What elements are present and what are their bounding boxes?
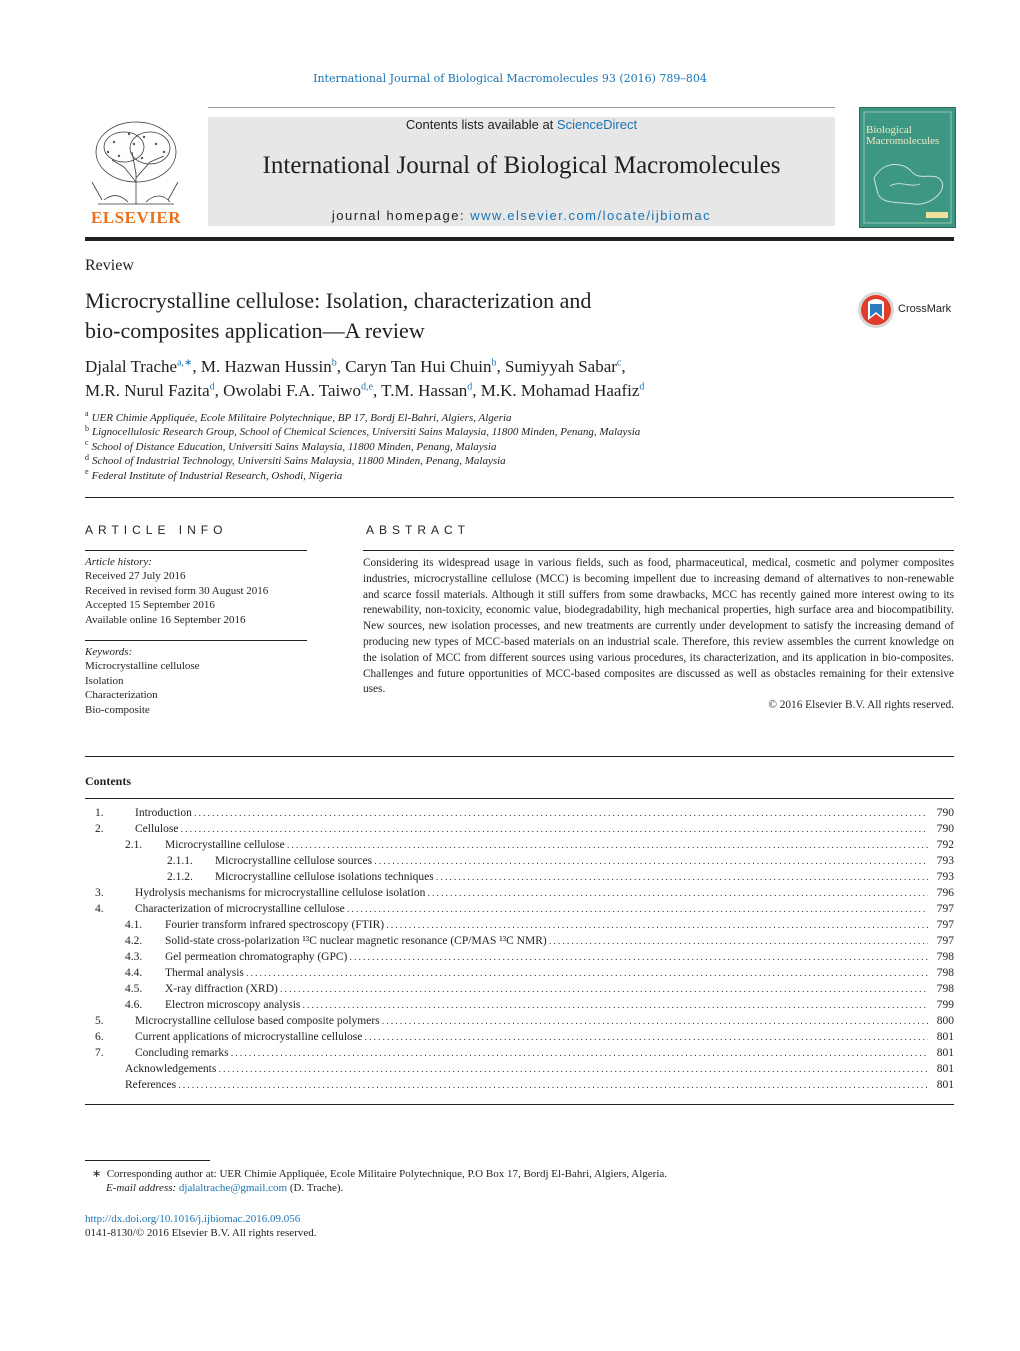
header-thick-rule [85, 237, 954, 241]
toc-entry[interactable] [85, 1045, 954, 1061]
email-suffix: (D. Trache). [289, 1182, 344, 1195]
homepage-prefix: journal homepage: [331, 208, 471, 223]
toc-entry-title[interactable]: Thermal analysis . . . [165, 965, 928, 981]
homepage-link[interactable]: www.elsevier.com/locate/ijbiomac [470, 208, 712, 223]
toc-entry-page: 801 [936, 1047, 954, 1059]
author-name[interactable]: Djalal Trache [85, 357, 178, 376]
toc-entry[interactable] [85, 917, 954, 933]
toc-entry-page: 801 [936, 1031, 954, 1043]
toc-entry[interactable] [85, 981, 954, 997]
history-item: Received in revised form 30 August 2016 [85, 584, 269, 597]
sciencedirect-link[interactable]: ScienceDirect [556, 117, 638, 132]
toc-entry[interactable] [85, 1061, 954, 1077]
abstract-body [363, 556, 954, 714]
toc-entry[interactable] [85, 901, 954, 917]
toc-entry-page: 798 [936, 951, 954, 963]
toc-entry[interactable] [85, 965, 954, 981]
affiliation-letter: c [85, 438, 89, 448]
author-affiliation-mark[interactable]: c [616, 357, 622, 369]
contents-rule-top [85, 798, 954, 799]
toc-entry[interactable] [85, 837, 954, 853]
toc-entry-page: 797 [936, 919, 954, 931]
cover-title-line1: Biological [866, 124, 912, 136]
toc-entry[interactable] [85, 949, 954, 965]
footnote-email-line [92, 1181, 952, 1195]
toc-entry-number: 2.1. [125, 839, 143, 851]
toc-entry-number: 7. [95, 1047, 104, 1059]
author-name[interactable]: M.R. Nurul Fazita [85, 381, 210, 400]
toc-entry-number: 4.6. [125, 999, 143, 1011]
toc-entry[interactable] [85, 805, 954, 821]
toc-entry-page: 793 [936, 871, 954, 883]
toc-entry-page: 798 [936, 983, 954, 995]
affiliation-letter: b [85, 423, 89, 433]
abstract-text: Considering its widespread usage in various fields, such as food, pharmaceutical, medical, cosmetic and polymer composites industries, microcrystalline cellulose (MCC) is becoming impellent due to increasing demand of alternatives to non-renewable and scarce fossil materials. Although it still suffers from some drawbacks, MCC has recently gained more interest owing to its renewability, non-toxicity, economic value, biodegradability, high mechanical properties, high surface area and biocompatibility. New sources, new isolation processes, and new treatments are currently under development to satisfy the increasing demand of producing new types of MCC-based materials on an industrial scale. Therefore, this review assembles the current knowledge on the isolation of MCC from different sources using various procedures, its characterization, and its application in bio-composites. Challenges and future opportunities of MCC-based composites are discussed as well as obstacles remaining for their extensive uses. [363, 557, 954, 696]
affiliation-text: Federal Institute of Industrial Research, Oshodi, Nigeria [91, 469, 343, 482]
affiliation-letter: d [85, 452, 89, 462]
email-link[interactable]: djalaltrache@gmail.com [178, 1182, 288, 1195]
toc-entry-page: 797 [936, 903, 954, 915]
affiliation-text: UER Chimie Appliquée, Ecole Militaire Polytechnique, BP 17, Bordj El-Bahri, Algiers, Algeria [91, 412, 512, 424]
toc-entry[interactable] [85, 933, 954, 949]
author-affiliation-mark[interactable]: d,e [361, 381, 373, 393]
contents-rule-bottom [85, 1104, 954, 1105]
toc-entry-title[interactable]: Microcrystalline cellulose based composite polymers . . . [135, 1013, 928, 1029]
toc-entry-title[interactable]: Current applications of microcrystalline cellulose . . . [135, 1029, 928, 1045]
toc-entry-title[interactable]: Microcrystalline cellulose . . . [165, 837, 928, 853]
toc-entry-title[interactable]: Microcrystalline cellulose sources . . . [215, 853, 928, 869]
toc-entry-title[interactable]: Cellulose . . . [135, 821, 928, 837]
toc-entry-title[interactable]: Introduction . . . [135, 805, 928, 821]
author-affiliation-mark[interactable]: b [331, 357, 337, 369]
history-item: Available online 16 September 2016 [85, 613, 246, 626]
toc-entry-number: 5. [95, 1015, 104, 1027]
toc-entry-page: 798 [936, 967, 954, 979]
toc-entry[interactable] [85, 997, 954, 1013]
article-title-line2: bio-composites application—A review [85, 318, 425, 343]
toc-entry-number: 4.2. [125, 935, 143, 947]
affiliation-item [85, 466, 945, 483]
author-affiliation-mark[interactable]: d [209, 381, 215, 393]
author-affiliation-mark[interactable]: a,∗ [177, 357, 193, 369]
toc-entry-number: 2. [95, 823, 104, 835]
toc-entry-title[interactable]: Fourier transform infrared spectroscopy (FTIR) . . . [165, 917, 928, 933]
toc-entry-title[interactable]: Gel permeation chromatography (GPC) . . . [165, 949, 928, 965]
toc-entry-number: 4.5. [125, 983, 143, 995]
toc-entry-title[interactable]: Solid-state cross-polarization ¹³C nuclear magnetic resonance (CP/MAS ¹³C NMR) . . . [165, 933, 928, 949]
cover-title [866, 125, 950, 147]
history-item: Accepted 15 September 2016 [85, 599, 215, 612]
affiliation-letter: e [85, 466, 89, 476]
affiliation-text: Lignocellulosic Research Group, School of Chemical Sciences, Universiti Sains Malaysia, 11800 Minden, Penang, Malaysia [92, 426, 641, 439]
header-rule [208, 107, 835, 108]
author-list: Djalal Trache$^{a,∗}$, M. Hazwan Hussin$^b$, Caryn Tan Hui Chuin$^b$, Sumiyyah Sabar$^c$, M.R. Nurul Fazita$^d$, Owolabi F.A. Taiwo$^{d,e}$, T.M. Hassan$^d$, M.K. Mohamad Haafiz$^d$ [85, 357, 645, 400]
keyword: Characterization [85, 689, 158, 702]
toc-entry[interactable] [85, 1029, 954, 1045]
author-name[interactable]: Sumiyyah Sabar [505, 357, 617, 376]
toc-entry-page: 796 [936, 887, 954, 899]
affiliation-item [85, 440, 945, 454]
footnote-rule [85, 1160, 210, 1161]
article-title [85, 286, 785, 346]
toc-entry-title[interactable]: Characterization of microcrystalline cellulose . . . [135, 901, 928, 917]
keywords-block [85, 645, 307, 717]
toc-entry[interactable] [85, 869, 954, 885]
toc-entry-page: 790 [936, 823, 954, 835]
footnote-corresponding-line [92, 1167, 952, 1181]
keyword: Bio-composite [85, 703, 150, 716]
toc-entry-number: 3. [95, 887, 104, 899]
footnote-marker: ∗ [92, 1168, 102, 1180]
toc-entry[interactable] [85, 1013, 954, 1029]
keyword: Isolation [85, 674, 124, 687]
article-type: Review [85, 257, 134, 274]
toc-entry[interactable] [85, 853, 954, 869]
journal-citation[interactable]: International Journal of Biological Macromolecules 93 (2016) 789–804 [313, 72, 707, 85]
affiliation-list [85, 411, 945, 483]
toc-entry[interactable] [85, 1077, 954, 1093]
doi-link[interactable]: http://dx.doi.org/10.1016/j.ijbiomac.2016.09.056 [85, 1213, 301, 1225]
elsevier-wordmark: ELSEVIER [91, 208, 181, 227]
crossmark-label[interactable]: CrossMark [898, 303, 952, 315]
keywords-label: Keywords: [85, 646, 133, 658]
toc-entry-title[interactable]: References . . . [85, 1077, 928, 1093]
toc-entry-number: 4.4. [125, 967, 143, 979]
author-name[interactable]: M. Hazwan Hussin [200, 357, 332, 376]
author-name[interactable]: Owolabi F.A. Taiwo [223, 381, 362, 400]
toc-entry-page: 793 [936, 855, 954, 867]
section-rule [85, 756, 954, 757]
toc-entry[interactable] [85, 885, 954, 901]
keywords-rule [85, 640, 307, 641]
journal-homepage-line [208, 208, 835, 223]
abstract-heading: ABSTRACT [366, 523, 471, 537]
toc-entry-number: 4. [95, 903, 104, 915]
toc-entry-number: 6. [95, 1031, 104, 1043]
author-affiliation-mark[interactable]: b [491, 357, 497, 369]
email-label: E-mail address: [106, 1182, 177, 1195]
article-history [85, 555, 307, 627]
footnote-corresponding-text: Corresponding author at: UER Chimie Appliquée, Ecole Militaire Polytechnique, P.O Box 17, Bordj El-Bahri, Algiers, Algeria. [106, 1168, 668, 1180]
affiliation-item [85, 425, 945, 439]
author-affiliation-mark[interactable]: d [467, 381, 473, 393]
toc-entry-number: 1. [95, 807, 104, 819]
table-of-contents [85, 805, 954, 1093]
toc-entry-number: 4.1. [125, 919, 143, 931]
contents-available-prefix: Contents lists available at [405, 117, 557, 132]
toc-entry-title[interactable]: Concluding remarks . . . [135, 1045, 928, 1061]
toc-entry-page: 797 [936, 935, 954, 947]
cover-title-line2: Macromolecules [866, 135, 940, 147]
history-label: Article history: [85, 556, 152, 568]
toc-entry-title[interactable]: Hydrolysis mechanisms for microcrystalline cellulose isolation . . . [135, 885, 928, 901]
toc-entry-title[interactable]: Acknowledgements . . . [85, 1061, 928, 1077]
toc-entry-page: 800 [936, 1015, 954, 1027]
article-info-heading: ARTICLE INFO [85, 523, 228, 537]
affiliation-item [85, 411, 945, 425]
corresponding-author-footnote [92, 1167, 952, 1196]
toc-entry-number: 2.1.1. [167, 855, 193, 867]
affiliation-letter: a [85, 409, 89, 419]
contents-available-line [208, 117, 835, 132]
keyword: Microcrystalline cellulose [85, 660, 200, 673]
toc-entry-title[interactable]: Microcrystalline cellulose isolations techniques . . . [215, 869, 928, 885]
section-rule [85, 497, 954, 498]
article-title-line1: Microcrystalline cellulose: Isolation, characterization and [85, 288, 592, 313]
history-item: Received 27 July 2016 [85, 570, 186, 583]
toc-entry-number: 4.3. [125, 951, 143, 963]
article-info-rule [85, 550, 307, 551]
toc-entry-page: 790 [936, 807, 954, 819]
toc-entry-title[interactable]: Electron microscopy analysis . . . [165, 997, 928, 1013]
abstract-copyright: © 2016 Elsevier B.V. All rights reserved. [768, 699, 954, 712]
affiliation-text: School of Distance Education, Universiti Sains Malaysia, 11800 Minden, Penang, Malaysia [91, 440, 497, 453]
toc-entry[interactable] [85, 821, 954, 837]
author-name[interactable]: M.K. Mohamad Haafiz [480, 381, 640, 400]
toc-entry-page: 792 [936, 839, 954, 851]
issn-copyright: 0141-8130/© 2016 Elsevier B.V. All rights reserved. [85, 1227, 317, 1239]
affiliation-text: School of Industrial Technology, Universiti Sains Malaysia, 11800 Minden, Penang, Malaysia [92, 455, 506, 468]
affiliation-item [85, 454, 945, 468]
author-name[interactable]: Caryn Tan Hui Chuin [345, 357, 492, 376]
author-affiliation-mark[interactable]: d [639, 381, 645, 393]
toc-entry-page: 799 [936, 999, 954, 1011]
toc-entry-page: 801 [936, 1063, 954, 1075]
journal-title: International Journal of Biological Macromolecules [262, 152, 781, 179]
toc-entry-number: 2.1.2. [167, 871, 193, 883]
toc-entry-page: 801 [936, 1079, 954, 1091]
toc-entry-title[interactable]: X-ray diffraction (XRD) . . . [165, 981, 928, 997]
contents-heading: Contents [85, 774, 132, 788]
author-name[interactable]: T.M. Hassan [381, 381, 468, 400]
abstract-rule [363, 550, 954, 551]
